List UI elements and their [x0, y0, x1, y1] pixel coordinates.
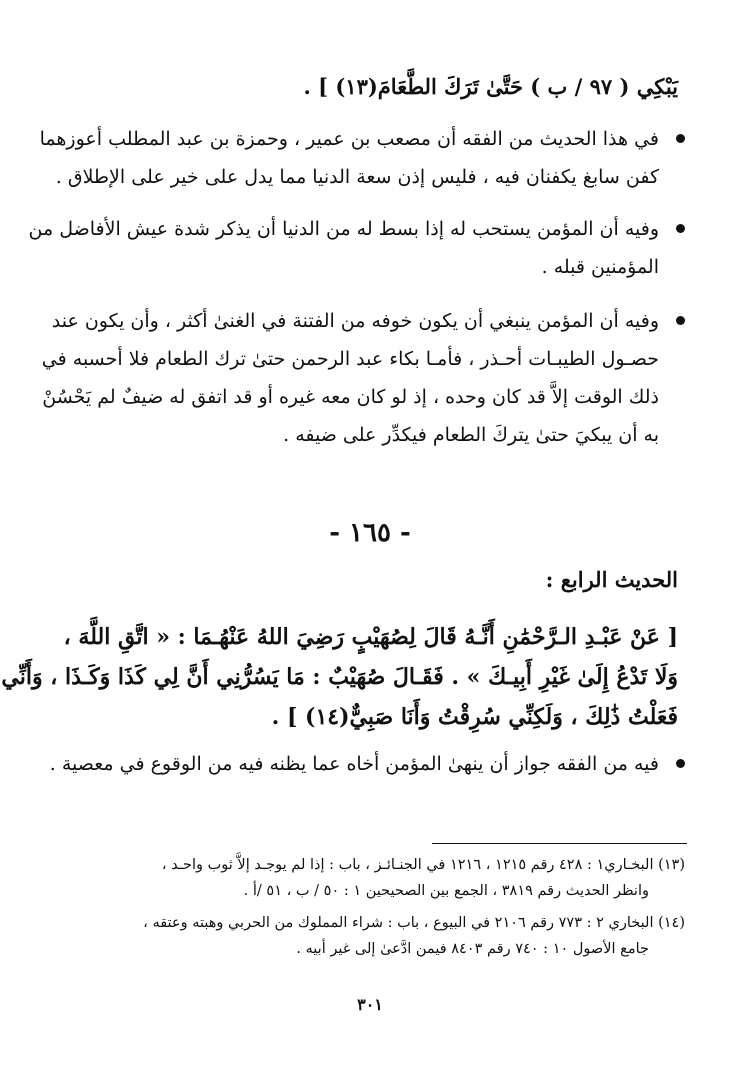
footnote-line: جامع الأصول ١٠ : ٧٤٠ رقم ٨٤٠٣ فيمن ادَّعىٰ إلى غير أبيه . — [296, 941, 649, 957]
section-title: الحديث الرابع : — [545, 567, 678, 592]
page-number: ٣٠١ — [357, 995, 383, 1014]
hadith-number: - ١٦٥ - — [329, 518, 411, 548]
paragraph-line: به أن يبكيَ حتىٰ يتركَ الطعام فيكدِّر على ضيفه . — [283, 424, 659, 446]
continued-hadith-line — [58, 68, 678, 106]
footnote-14 — [50, 910, 685, 962]
footnote-line: (١٣) البخـاري١ : ٤٢٨ رقم ١٢١٥ ، ١٢١٦ في الجنـائـز ، باب : إذا لم يوجـد إلاَّ ثوب واحـد ، — [161, 857, 685, 873]
hadith-line: [ عَنْ عَبْـدِ الـرَّحْمَٰنِ أَنَّـهُ قَالَ لِصُهَيْبٍ رَضِيَ اللهُ عَنْهُـمَا : « اتَّقِ اللَّهَ ، — [63, 624, 678, 650]
paragraph-line: كفن سابغ يكفنان فيه ، فليس إذن سعة الدنيا مما يدل على خير على الإطلاق . — [55, 166, 659, 188]
paragraph-line: وفيه أن المؤمن ينبغي أن يكون خوفه من الفتنة في الغنىٰ أكثر ، وأن يكون عند — [51, 310, 659, 332]
bullet-icon — [676, 134, 685, 143]
bullet-paragraph-2 — [28, 210, 685, 286]
paragraph-line: في هذا الحديث من الفقه أن مصعب بن عمير ، وحمزة بن عبد المطلب أعوزهما — [39, 128, 659, 150]
footnote-line: (١٤) البخاري ٢ : ٧٧٣ رقم ٢١٠٦ في البيوع ، باب : شراء المملوك من الحربي وهبته وعتقه ، — [143, 915, 685, 931]
paragraph-line: المؤمنين قبله . — [541, 256, 659, 278]
footnote-line: وانظر الحديث رقم ٣٨١٩ ، الجمع بين الصحيحين ١ : ٥٠ / ب ، ٥١ /أ . — [243, 883, 649, 899]
continued-hadith-text: يَبْكِي ( ٩٧ / ب ) حَتَّىٰ تَرَكَ الطَّعَامَ(١٣) ] . — [303, 74, 678, 99]
bullet-paragraph-4 — [49, 745, 685, 783]
paragraph-line: فيه من الفقه جواز أن ينهىٰ المؤمن أخاه عما يظنه فيه من الوقوع في معصية . — [49, 753, 659, 775]
footnote-13 — [50, 852, 685, 904]
hadith-line: فَعَلْتُ ذَٰلِكَ ، وَلَكِنِّي سُرِقْتُ وَأَنَا صَبِيٌّ(١٤) ] . — [271, 704, 678, 730]
hadith-line: وَلَا تَدْعُ إِلَىٰ غَيْرِ أَبِيـكَ » . فَقَـالَ صُهَيْبٌ : مَا يَسُرُّنِي أَنَّ لِي كَذَا وَكَـذَا ، وَأَنِّي — [1, 664, 678, 690]
bullet-paragraph-3 — [41, 302, 685, 454]
paragraph-line: حصـول الطيبـات أحـذر ، فأمـا بكاء عبد الرحمن حتىٰ ترك الطعام فلا أحسبه في — [41, 348, 659, 370]
bullet-icon — [676, 759, 685, 768]
footnote-divider — [432, 843, 687, 844]
paragraph-line: ذلك الوقت إلاَّ قد كان وحده ، إذ لو كان معه غيره أو قد اتفق له ضيفٌ لم يَحْسُنْ — [42, 386, 659, 408]
paragraph-line: وفيه أن المؤمن يستحب له إذا بسط له من الدنيا أن يذكر شدة عيش الأفاضل من — [28, 218, 659, 240]
bullet-icon — [676, 316, 685, 325]
hadith-text — [1, 617, 678, 737]
bullet-icon — [676, 224, 685, 233]
bullet-paragraph-1 — [39, 120, 685, 196]
